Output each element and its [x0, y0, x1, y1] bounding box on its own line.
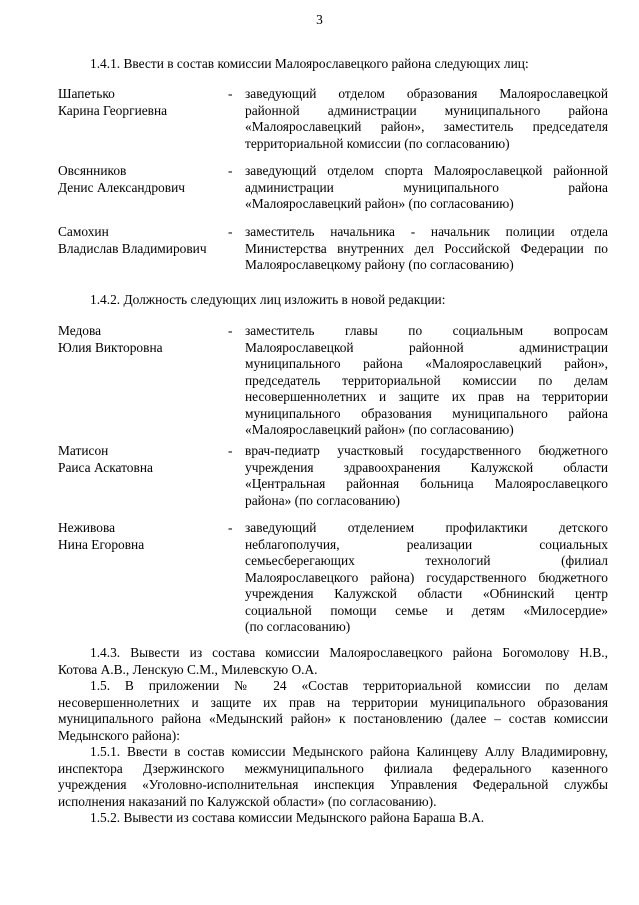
paragraph-line: 1.5. В приложении № 24 «Состав территориальной комиссии по делам: [90, 678, 608, 693]
member-position: [245, 520, 608, 636]
position-line: заместитель начальника - начальник полиции отдела: [245, 224, 608, 239]
position-line: района» (по согласованию): [245, 492, 400, 508]
position-line: заместитель главы по социальным вопросам: [245, 323, 608, 338]
member-surname: Матисон: [58, 443, 109, 458]
dash-separator: -: [228, 163, 233, 178]
position-line: территориальной комиссии (по согласованию): [245, 135, 510, 151]
section-heading-1-4-1: 1.4.1. Ввести в состав комиссии Малоярославецкого района следующих лиц:: [90, 56, 529, 71]
position-line: несовершеннолетних и защите их прав на территории: [245, 389, 608, 404]
position-line: «Малоярославецкий район» (по согласованию): [245, 196, 514, 211]
member-name: [58, 86, 228, 119]
dash-separator: -: [228, 443, 233, 458]
paragraph-line: учреждения «Уголовно-исполнительная инспекция Управления Федеральной службы: [58, 777, 608, 792]
section-heading-1-4-2: 1.4.2. Должность следующих лиц изложить в новой редакции:: [90, 292, 446, 307]
dash-separator: -: [228, 86, 233, 101]
position-line: учреждения Калужской области «Обнинский центр: [245, 586, 608, 601]
position-line: Министерства внутренних дел Российской Федерации по: [245, 240, 608, 256]
page-number: 3: [316, 12, 323, 27]
member-position: [245, 323, 608, 439]
paragraph-line: исполнения наказаний по Калужской области» (по согласованию).: [58, 793, 437, 809]
member-position: [245, 163, 608, 213]
paragraph-line: 1.5.1. Ввести в состав комиссии Медынского района Калинцеву Аллу Владимировну,: [90, 744, 608, 759]
paragraph-line: Медынского района):: [58, 727, 180, 743]
member-given-names: Раиса Аскатовна: [58, 459, 153, 475]
paragraph-line: инспектора Дзержинского межмуниципального филиала федерального казенного: [58, 760, 608, 776]
member-given-names: Владислав Владимирович: [58, 240, 207, 256]
member-given-names: Нина Егоровна: [58, 536, 145, 552]
dash-separator: -: [228, 224, 233, 239]
member-name: [58, 520, 228, 553]
member-given-names: Юлия Викторовна: [58, 339, 163, 355]
position-line: председатель территориальной комиссии по делам: [245, 372, 608, 388]
position-line: неблагополучия, реализации социальных: [245, 536, 608, 552]
paragraph-line: 1.5.2. Вывести из состава комиссии Медынского района Бараша В.А.: [90, 810, 485, 825]
member-name: [58, 163, 228, 196]
member-given-names: Денис Александрович: [58, 179, 185, 195]
position-line: Малоярославецкого района) государственного бюджетного: [245, 569, 608, 585]
member-position: [245, 443, 608, 509]
member-surname: Шапетько: [58, 86, 115, 101]
member-surname: Неживова: [58, 520, 116, 535]
position-line: администрации муниципального района: [245, 179, 608, 195]
position-line: муниципального образования муниципального района: [245, 405, 608, 421]
paragraph-line: муниципального района «Медынский район» к постановлению (далее – состав комиссии: [58, 711, 608, 726]
paragraph-line: 1.4.3. Вывести из состава комиссии Малоярославецкого района Богомолову Н.В.,: [90, 645, 608, 660]
paragraph: [58, 678, 608, 744]
paragraph: [58, 810, 608, 827]
dash-separator: -: [228, 323, 233, 338]
position-line: врач-педиатр участковый государственного бюджетного: [245, 443, 608, 458]
member-surname: Овсянников: [58, 163, 127, 178]
paragraph: [58, 645, 608, 678]
paragraph-line: Котова А.В., Ленскую С.М., Милевскую О.А.: [58, 661, 318, 677]
position-line: учреждения здравоохранения Калужской области: [245, 459, 608, 475]
member-position: [245, 224, 608, 274]
member-position: [245, 86, 608, 152]
position-line: Малоярославецкой районной администрации: [245, 339, 608, 355]
paragraph: [58, 744, 608, 810]
paragraph-line: несовершеннолетних и защите их прав на территории муниципального образования: [58, 694, 608, 710]
dash-separator: -: [228, 520, 233, 535]
position-line: Малоярославецкому району (по согласованию): [245, 257, 514, 272]
member-surname: Медова: [58, 323, 102, 338]
position-line: «Малоярославецкий район», заместитель председателя: [245, 119, 608, 134]
member-name: [58, 323, 228, 356]
position-line: семьесберегающих технологий (филиал: [245, 553, 608, 568]
position-line: районной администрации муниципального района: [245, 102, 608, 118]
closing-paragraphs: [58, 645, 608, 827]
position-line: (по согласованию): [245, 619, 351, 634]
position-line: «Центральная районная больница Малоярославецкого: [245, 476, 608, 491]
member-name: [58, 443, 228, 476]
position-line: «Малоярославецкий район» (по согласованию): [245, 422, 514, 437]
position-line: социальной помощи семье и детям «Милосердие»: [245, 602, 608, 618]
position-line: заведующий отделом образования Малоярославецкой: [245, 86, 608, 101]
position-line: заведующий отделением профилактики детского: [245, 520, 608, 535]
member-given-names: Карина Георгиевна: [58, 102, 168, 118]
member-name: [58, 224, 228, 257]
position-line: муниципального района «Малоярославецкий район»,: [245, 356, 608, 371]
position-line: заведующий отделом спорта Малоярославецкой районной: [245, 163, 608, 178]
member-surname: Самохин: [58, 224, 109, 239]
